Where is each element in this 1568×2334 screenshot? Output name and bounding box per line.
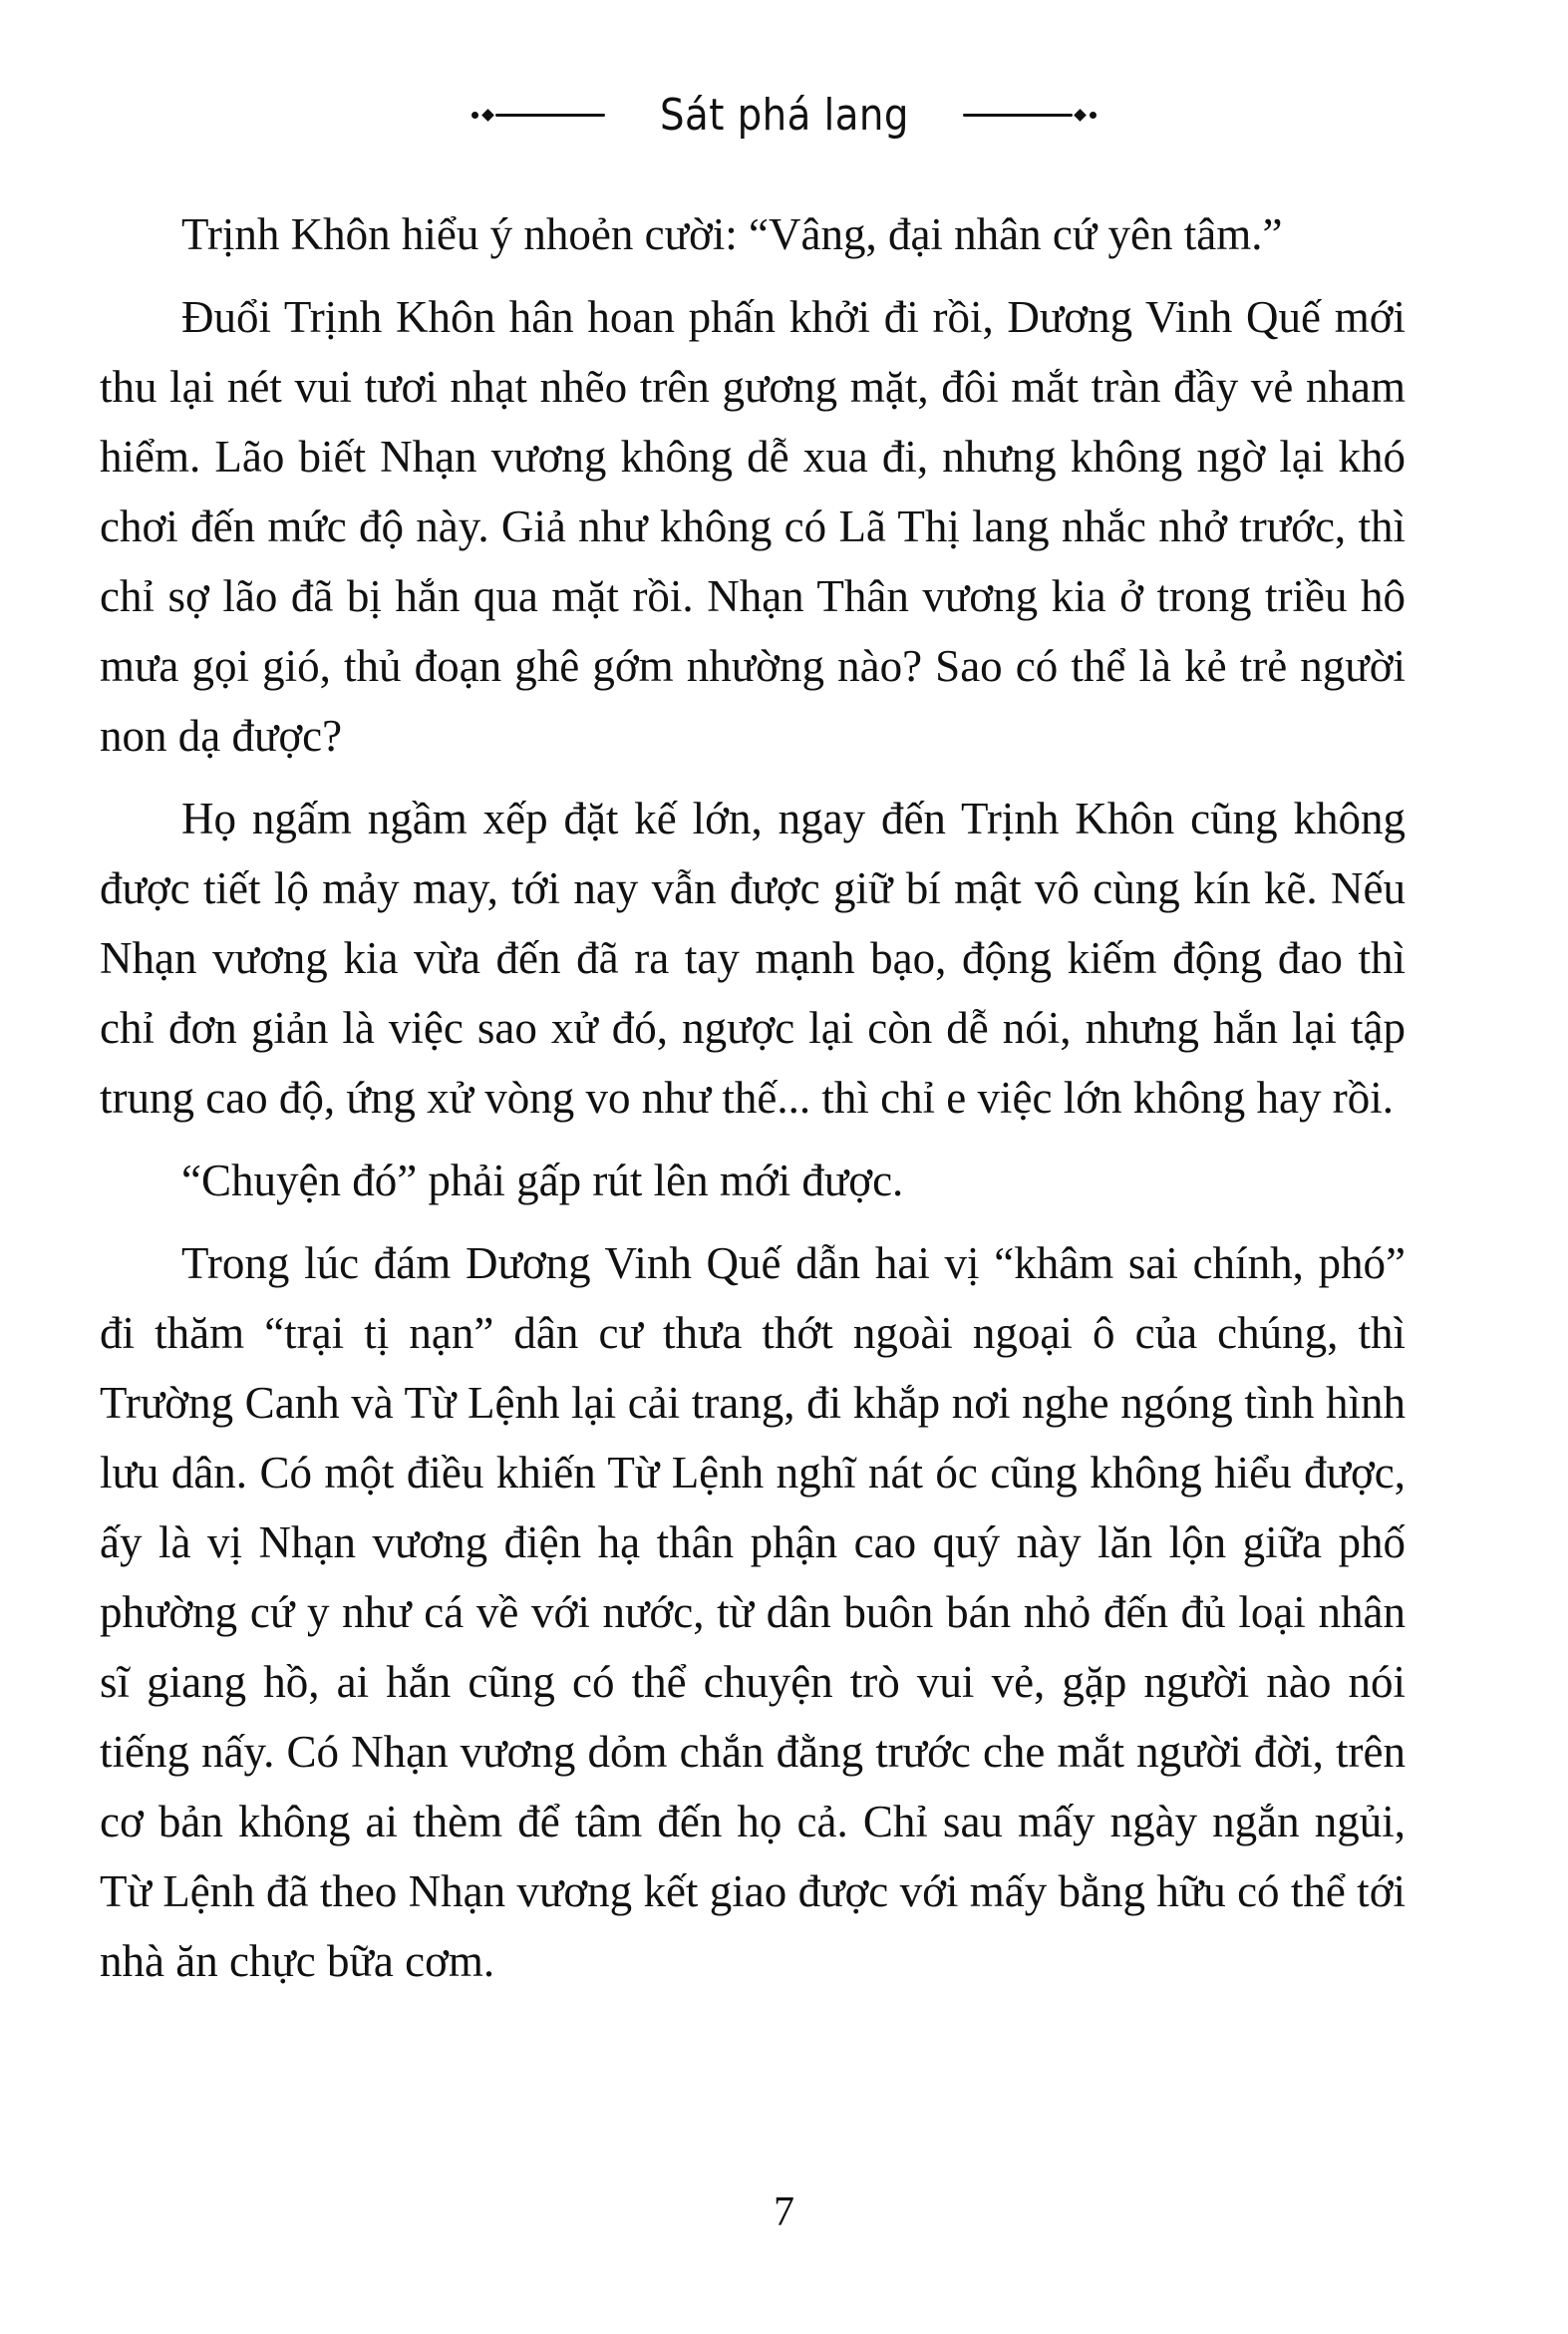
- ornament-line: [495, 114, 605, 117]
- ornament-diamond: [481, 109, 494, 122]
- paragraph: Họ ngấm ngầm xếp đặt kế lớn, ngay đến Trịnh Khôn cũng không được tiết lộ mảy may, tới nay vẫn được giữ bí mật vô cùng kín kẽ. Nếu Nhạn vương kia vừa đến đã ra tay mạnh bạo, động kiếm động đao thì chỉ đơn giản là việc sao xử đó, ngược lại còn dễ nói, nhưng hắn lại tập trung cao độ, ứng xử vòng vo như thế... thì chỉ e việc lớn không hay rồi.: [100, 794, 1406, 1123]
- paragraph: Đuổi Trịnh Khôn hân hoan phấn khởi đi rồi, Dương Vinh Quế mới thu lại nét vui tươi nhạt nhẽo trên gương mặt, đôi mắt tràn đầy vẻ nham hiểm. Lão biết Nhạn vương không dễ xua đi, nhưng không ngờ lại khó chơi đến mức độ này. Giả như không có Lã Thị lang nhắc nhở trước, thì chỉ sợ lão đã bị hắn qua mặt rồi. Nhạn Thân vương kia ở trong triều hô mưa gọi gió, thủ đoạn ghê gớm nhường nào? Sao có thể là kẻ trẻ người non dạ được?: [100, 292, 1406, 761]
- running-header: [0, 70, 1568, 160]
- page-number: 7: [774, 2189, 794, 2235]
- ornament-diamond: [1075, 109, 1088, 122]
- ornament-line: [963, 114, 1073, 117]
- body-text: [100, 199, 1406, 2009]
- right-ornament: [963, 111, 1098, 120]
- paragraph: “Chuyện đó” phải gấp rút lên mới được.: [181, 1156, 904, 1205]
- ornament-dot: [471, 112, 478, 119]
- paragraph: Trịnh Khôn hiểu ý nhoẻn cười: “Vâng, đại nhân cứ yên tâm.”: [181, 209, 1283, 259]
- ornament-dot: [1090, 112, 1097, 119]
- paragraph: Trong lúc đám Dương Vinh Quế dẫn hai vị “khâm sai chính, phó” đi thăm “trại tị nạn” dân cư thưa thớt ngoài ngoại ô của chúng, thì Trường Canh và Từ Lệnh lại cải trang, đi khắp nơi nghe ngóng tình hình lưu dân. Có một điều khiến Từ Lệnh nghĩ nát óc cũng không hiểu được, ấy là vị Nhạn vương điện hạ thân phận cao quý này lăn lộn giữa phố phường cứ y như cá về với nước, từ dân buôn bán nhỏ đến đủ loại nhân sĩ giang hồ, ai hắn cũng có thể chuyện trò vui vẻ, gặp người nào nói tiếng nấy. Có Nhạn vương dỏm chắn đằng trước che mắt người đời, trên cơ bản không ai thèm để tâm đến họ cả. Chỉ sau mấy ngày ngắn ngủi, Từ Lệnh đã theo Nhạn vương kết giao được với mấy bằng hữu có thể tới nhà ăn chực bữa cơm.: [100, 1238, 1406, 1986]
- left-ornament: [470, 111, 605, 120]
- book-title: Sát phá lang: [659, 89, 909, 141]
